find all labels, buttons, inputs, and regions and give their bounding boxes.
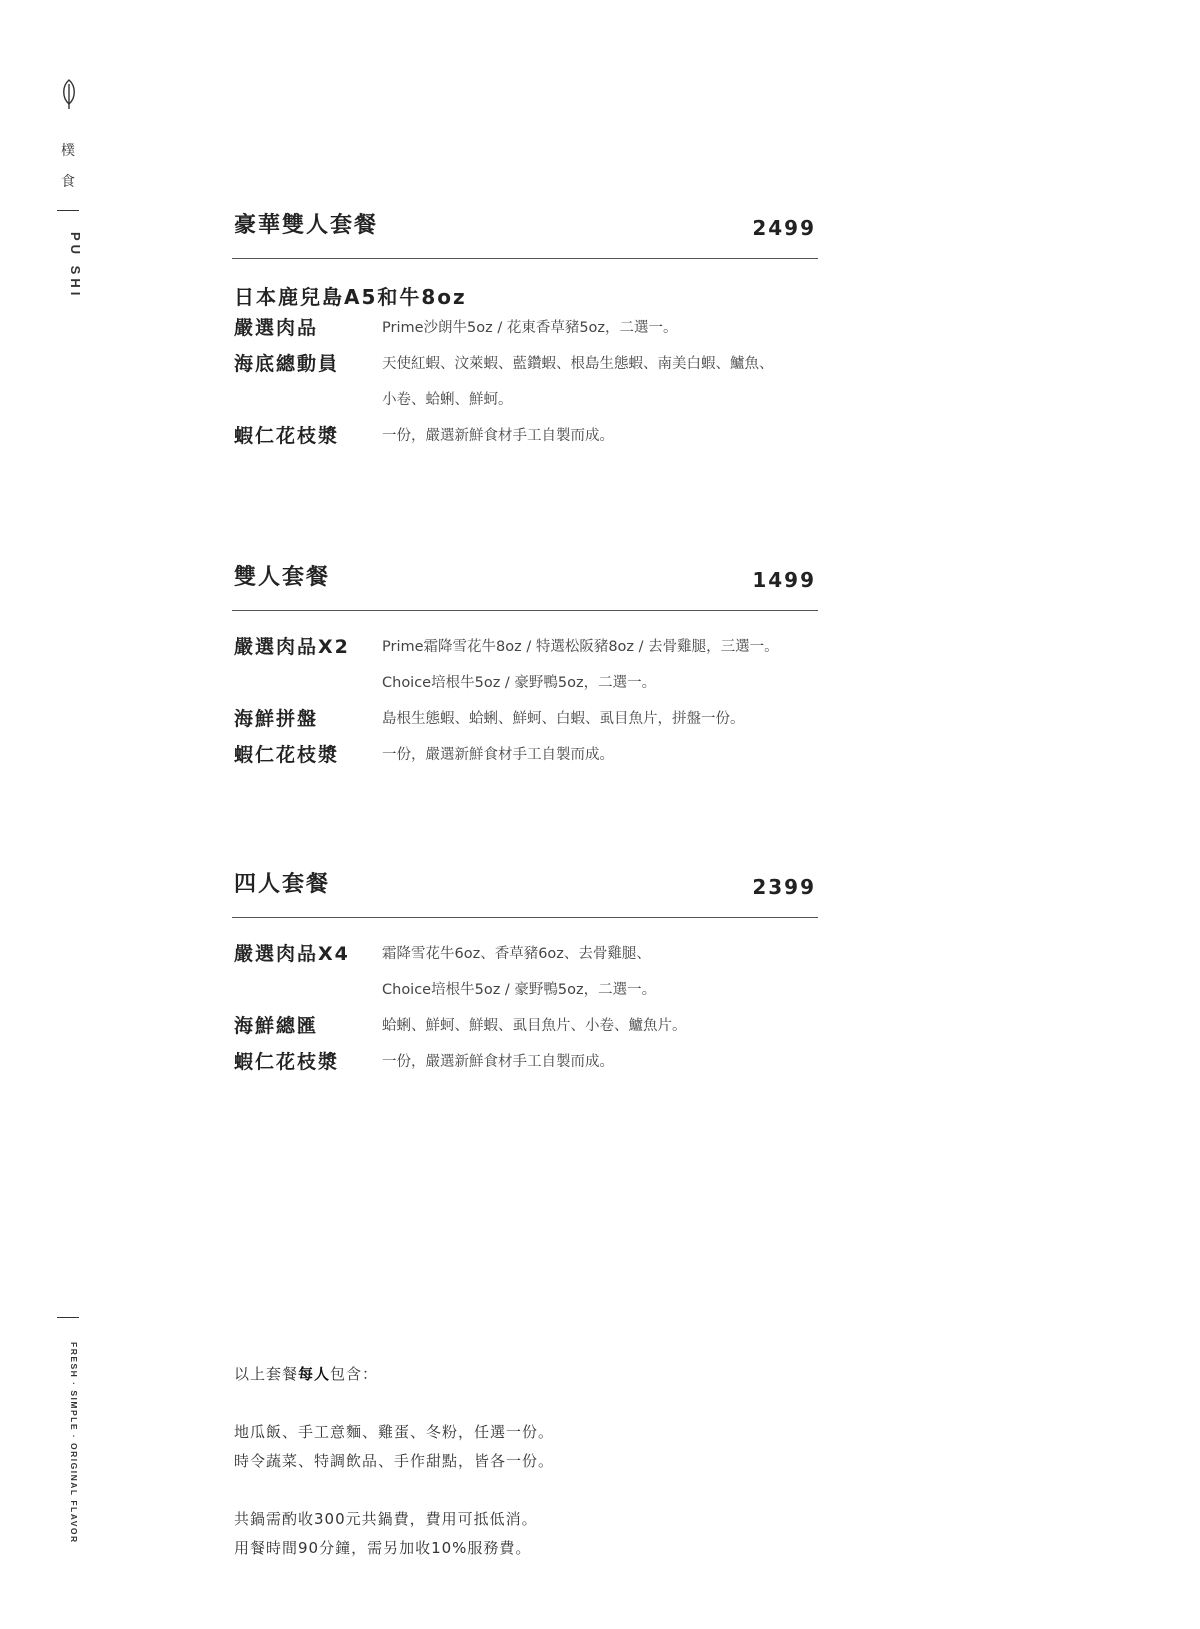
- menu-item: [234, 346, 818, 418]
- notes-intro-suffix: 包含：: [330, 1365, 379, 1383]
- item-description: 島根生態蝦、蛤蜊、鮮蚵、白蝦、虱目魚片，拼盤一份。: [382, 711, 745, 727]
- set-title: 豪華雙人套餐: [234, 213, 379, 238]
- set-header: [232, 208, 818, 259]
- item-description: Choice培根牛5oz / 豪野鴨5oz，二選一。: [382, 982, 657, 998]
- item-description: 一份，嚴選新鮮食材手工自製而成。: [382, 1054, 614, 1070]
- set-deluxe-two: [232, 208, 818, 454]
- item-description: 小卷、蛤蜊、鮮蚵。: [382, 392, 513, 408]
- item-label: 嚴選肉品X4: [234, 943, 350, 965]
- notes-intro-prefix: 以上套餐: [234, 1365, 299, 1383]
- brand-divider: [57, 210, 79, 211]
- menu-item: [234, 936, 818, 1008]
- notes-intro-bold: 每人: [298, 1365, 331, 1383]
- set-price: 2399: [752, 875, 816, 899]
- set-header: [232, 867, 818, 918]
- brand-tagline: FRESH · SIMPLE · ORIGINAL FLAVOR: [69, 1342, 79, 1544]
- set-price: 2499: [752, 216, 816, 240]
- item-description: Prime霜降雪花牛8oz / 特選松阪豬8oz / 去骨雞腿，三選一。: [382, 639, 779, 655]
- item-label: 海底總動員: [234, 353, 340, 375]
- item-label: 嚴選肉品X2: [234, 636, 350, 658]
- menu-item: [234, 1044, 818, 1080]
- item-label: 海鮮總匯: [234, 1015, 319, 1037]
- brand-name-en: PU SHI: [68, 232, 83, 300]
- brand-name-zh-1: 樸: [61, 143, 75, 159]
- set-title: 四人套餐: [234, 872, 331, 897]
- notes-line: 用餐時間90分鐘，需另加收10%服務費。: [234, 1539, 532, 1557]
- notes-line: 時令蔬菜、特調飲品、手作甜點，皆各一份。: [234, 1452, 555, 1470]
- set-header: [232, 560, 818, 611]
- brand-name-zh-2: 食: [61, 174, 75, 190]
- item-description: 霜降雪花牛6oz、香草豬6oz、去骨雞腿、: [382, 946, 651, 962]
- set-price: 1499: [752, 568, 816, 592]
- item-label: 海鮮拼盤: [234, 708, 319, 730]
- tagline-divider: [57, 1317, 79, 1318]
- notes-line: 地瓜飯、手工意麵、雞蛋、冬粉，任選一份。: [234, 1423, 555, 1441]
- item-description: 蛤蜊、鮮蚵、鮮蝦、虱目魚片、小卷、鱸魚片。: [382, 1018, 687, 1034]
- set-two: [232, 560, 818, 773]
- notes-intro: [234, 1360, 554, 1389]
- item-description: Prime沙朗牛5oz / 花東香草豬5oz，二選一。: [382, 320, 678, 336]
- item-description: 一份，嚴選新鮮食材手工自製而成。: [382, 428, 614, 444]
- menu-item: [234, 418, 818, 454]
- item-label: 嚴選肉品: [234, 317, 319, 339]
- menu-notes: [234, 1360, 554, 1563]
- item-description: 一份，嚴選新鮮食材手工自製而成。: [382, 747, 614, 763]
- brand-sidebar: [0, 0, 120, 1629]
- item-label: 蝦仁花枝漿: [234, 425, 340, 447]
- menu-item: [234, 701, 818, 737]
- leaf-icon: [60, 78, 78, 110]
- item-label: 蝦仁花枝漿: [234, 744, 340, 766]
- menu-item: [234, 629, 818, 701]
- menu-item: [234, 737, 818, 773]
- item-description: Choice培根牛5oz / 豪野鴨5oz，二選一。: [382, 675, 657, 691]
- item-description: 天使紅蝦、汶萊蝦、藍鑽蝦、根島生態蝦、南美白蝦、鱸魚、: [382, 356, 774, 372]
- menu-item: [234, 310, 818, 346]
- set-four: [232, 867, 818, 1080]
- set-subtitle: 日本鹿兒島A5和牛8oz: [234, 285, 467, 309]
- item-label: 蝦仁花枝漿: [234, 1051, 340, 1073]
- notes-line: 共鍋需酌收300元共鍋費，費用可抵低消。: [234, 1510, 538, 1528]
- set-title: 雙人套餐: [234, 565, 331, 590]
- menu-item: [234, 1008, 818, 1044]
